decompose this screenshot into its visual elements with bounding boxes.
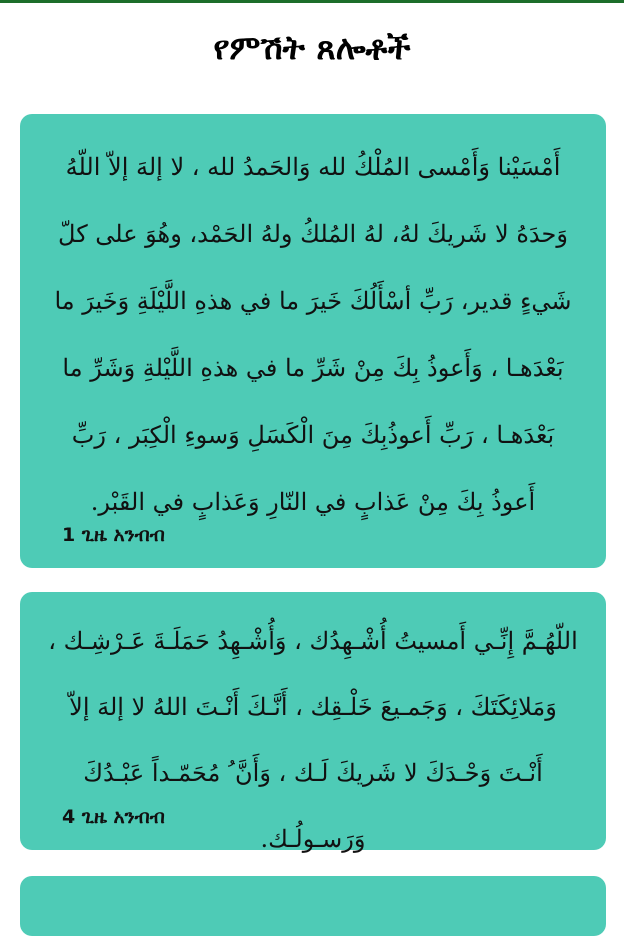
dua-card[interactable]	[20, 592, 606, 853]
top-accent-line	[0, 0, 624, 3]
dua-text: اللّهُـمَّ إِنِّـي أَمسيتُ أُشْـهِدُك ، وَأُشْـهِدُ حَمَلَـةَ عَـرْشِـك ، وَمَلائِكَتَكَ ، وَجَمـيعَ خَلْـقِك ، أَنَّـكَ أَنْـتَ اللهُ لا إلهَ إلاّ أَنْـتَ وَحْـدَكَ لا شَريكَ لَـك ، وَأَنَّ ُ مُحَمّـداً عَبْـدُكَ وَرَسـولُـك.	[48, 627, 578, 853]
dua-card[interactable]	[20, 114, 606, 568]
repeat-count-label: 4 ጊዜ አንብብ	[62, 806, 165, 828]
dua-text: أَمْسَيْنا وَأَمْسى المُلْكُ لله وَالحَمدُ لله ، لا إلهَ إلاّ اللّهُ وَحدَهُ لا شَريكَ لهُ، لهُ المُلكُ ولهُ الحَمْد، وهُوَ على كلّ شَيءٍ قدير، رَبِّ أسْأَلُكَ خَيرَ ما في هذهِ اللَّيْلَةِ وَخَيرَ ما بَعْدَهـا ، وَأَعوذُ بِكَ مِنْ شَرِّ ما في هذهِ اللَّيْلةِ وَشَرِّ ما بَعْدَهـا ، رَبِّ أَعوذُبِكَ مِنَ الْكَسَلِ وَسوءِ الْكِبَر ، رَبِّ أَعوذُ بِكَ مِنْ عَذابٍ في النّارِ وَعَذابٍ في القَبْر.	[54, 153, 572, 516]
repeat-count-label: 1 ጊዜ አንብብ	[62, 524, 165, 546]
page-title: የምሽት ጸሎቶች	[213, 28, 411, 67]
dua-card[interactable]	[20, 876, 606, 936]
